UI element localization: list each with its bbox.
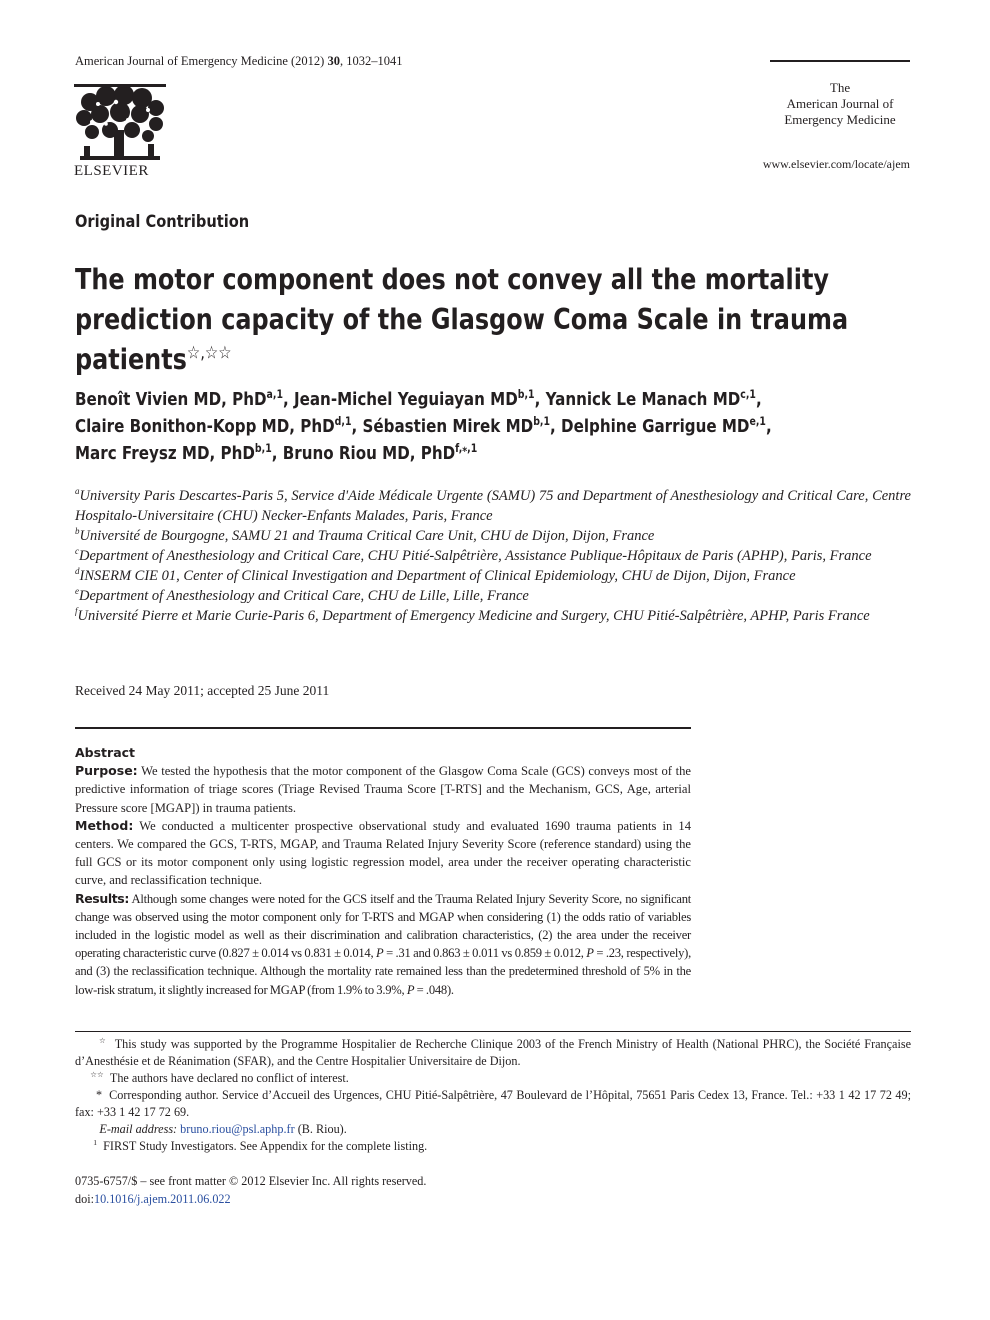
affiliation: $^a$University Paris Descartes-Paris 5, Service d'Aide Médicale Urgente (SAMU) 75 and Department of Anesthesiology and Critical Care, Centre Hospitalo-Universitaire (CHU) Necker-Enfants Malades, Paris, France: [75, 486, 911, 524]
footnotes: [75, 1036, 911, 1155]
article-title: The motor component does not convey all the mortality prediction capacity of the Glasgow Coma Scale in trauma patients☆,☆☆: [75, 263, 849, 376]
abstract-purpose: Purpose: We tested the hypothesis that the motor component of the Glasgow Coma Scale (GCS) conveys most of the predictive information of triage scores (Triage Revised Trauma Score [T-RTS] and the Mechanism, GCS, Age, arterial Pressure score [MGAP]) in trauma patients.: [75, 763, 691, 815]
section-label: Original Contribution: [75, 212, 250, 232]
affiliation: $^d$INSERM CIE 01, Center of Clinical Investigation and Department of Clinical Epidemiology, CHU de Dijon, Dijon, France: [75, 566, 796, 584]
email-link[interactable]: bruno.riou@psl.aphp.fr: [180, 1122, 295, 1136]
abstract-method: Method: We conducted a multicenter prospective observational study and evaluated 1690 trauma patients in 14 centers. We compared the GCS, T-RTS, MGAP, and Trauma Related Injury Severity Score (reference standard) using the full GCS or its motor component only using logistic regression model, area under the receiver operating characteristic curve, and reclassification technique.: [75, 817, 691, 888]
doi-line: doi:10.1016/j.ajem.2011.06.022: [75, 1191, 231, 1206]
footnote-rule: [75, 1031, 911, 1032]
affiliation: $^c$Department of Anesthesiology and Critical Care, CHU Pitié-Salpêtrière, Assistance Publique-Hôpitaux de Paris (APHP), Paris, France: [75, 546, 872, 564]
author: Jean-Michel Yeguiayan MD$^{b,1}$: [293, 388, 535, 410]
received-dates: Received 24 May 2011; accepted 25 June 2011: [75, 683, 330, 698]
title-footnote-marks[interactable]: ☆,☆☆: [186, 343, 232, 364]
author: Delphine Garrigue MD$^{e,1}$: [561, 415, 766, 437]
author: Sébastien Mirek MD$^{b,1}$: [362, 415, 551, 437]
footnote-corresponding: * Corresponding author. Service d’Accueil des Urgences, CHU Pitié-Salpêtrière, 47 Boulevard de l’Hôpital, 75651 Paris Cedex 13, France. Tel.: +33 1 42 17 72 49; fax: +33 1 42 17 72 69.: [75, 1088, 911, 1119]
affiliation: $^f$Université Pierre et Marie Curie-Paris 6, Department of Emergency Medicine and Surgery, CHU Pitié-Salpêtrière, APHP, Paris France: [75, 606, 870, 624]
author: Marc Freysz MD, PhD$^{b,1}$: [75, 442, 272, 464]
journal-citation: American Journal of Emergency Medicine (2012) 30, 1032–1041: [75, 54, 403, 68]
doi-link[interactable]: 10.1016/j.ajem.2011.06.022: [93, 1191, 231, 1206]
abstract-heading: Abstract: [75, 745, 136, 760]
author: Bruno Riou MD, PhD$^{f,⁎,1}$: [282, 442, 478, 464]
footnote-email: E-mail address: bruno.riou@psl.aphp.fr (B. Riou).: [99, 1122, 347, 1136]
author: Benoît Vivien MD, PhD$^{a,1}$: [75, 388, 283, 410]
issn-line: 0735-6757/$ – see front matter © 2012 Elsevier Inc. All rights reserved.: [75, 1174, 427, 1188]
journal-name: The American Journal of Emergency Medicine: [784, 80, 896, 127]
author: Claire Bonithon-Kopp MD, PhD$^{d,1}$: [75, 415, 352, 437]
header-rule: [770, 60, 910, 62]
affiliations: [75, 486, 911, 626]
abstract: [75, 744, 691, 999]
footnote-funding: ☆ This study was supported by the Programme Hospitalier de Recherche Clinique 2003 of the French Ministry of Health (National PHRC), the Société Française d’Anesthésie et de Réanimation (SFAR), and the Centre Hospitalier Universitaire de Dijon.: [75, 1035, 912, 1068]
affiliation: $^b$Université de Bourgogne, SAMU 21 and Trauma Critical Care Unit, CHU de Dijon, Dijon, France: [75, 526, 655, 544]
affiliation: $^e$Department of Anesthesiology and Critical Care, CHU de Lille, Lille, France: [75, 586, 529, 604]
journal-url[interactable]: www.elsevier.com/locate/ajem: [762, 157, 910, 171]
footnote-conflict: ☆☆ The authors have declared no conflict of interest.: [90, 1069, 349, 1085]
abstract-rule: [75, 727, 691, 729]
copyright-block: [75, 1173, 426, 1208]
footnote-investigators: $^1$ FIRST Study Investigators. See Appendix for the complete listing.: [93, 1137, 428, 1153]
abstract-results: Results: Although some changes were noted for the GCS itself and the Trauma Related Injury Severity Score, no significant change was observed using the motor component only for T-RTS and MGAP when considering (1) the odds ratio of variables included in the logistic model as well as their discrimination and calibration characteristics, (2) the area under the receiver operating characteristic curve (0.827 ± 0.014 vs 0.831 ± 0.014, P = .31 and 0.863 ± 0.011 vs 0.859 ± 0.012, P = .23, respectively), and (3) the reclassification technique. Although the mortality rate remained less than the predetermined threshold of 5% in the low-risk stratum, it slightly increased for MGAP (from 1.9% to 3.9%, P = .048).: [75, 890, 692, 997]
author: Yannick Le Manach MD$^{c,1}$: [545, 388, 756, 410]
author-list: Benoît Vivien MD, PhD$^{a,1}$, Jean-Michel Yeguiayan MD$^{b,1}$, Yannick Le Manach MD$^{c,1}$, Claire Bonithon-Kopp MD, PhD$^{d,1}$, Sébastien Mirek MD$^{b,1}$, Delphine Garrigue MD$^{e,1}$, Marc Freysz MD, PhD$^{b,1}$, Bruno Riou MD, PhD$^{f,⁎,1}$: [75, 388, 772, 464]
elsevier-wordmark: ELSEVIER: [74, 163, 149, 179]
